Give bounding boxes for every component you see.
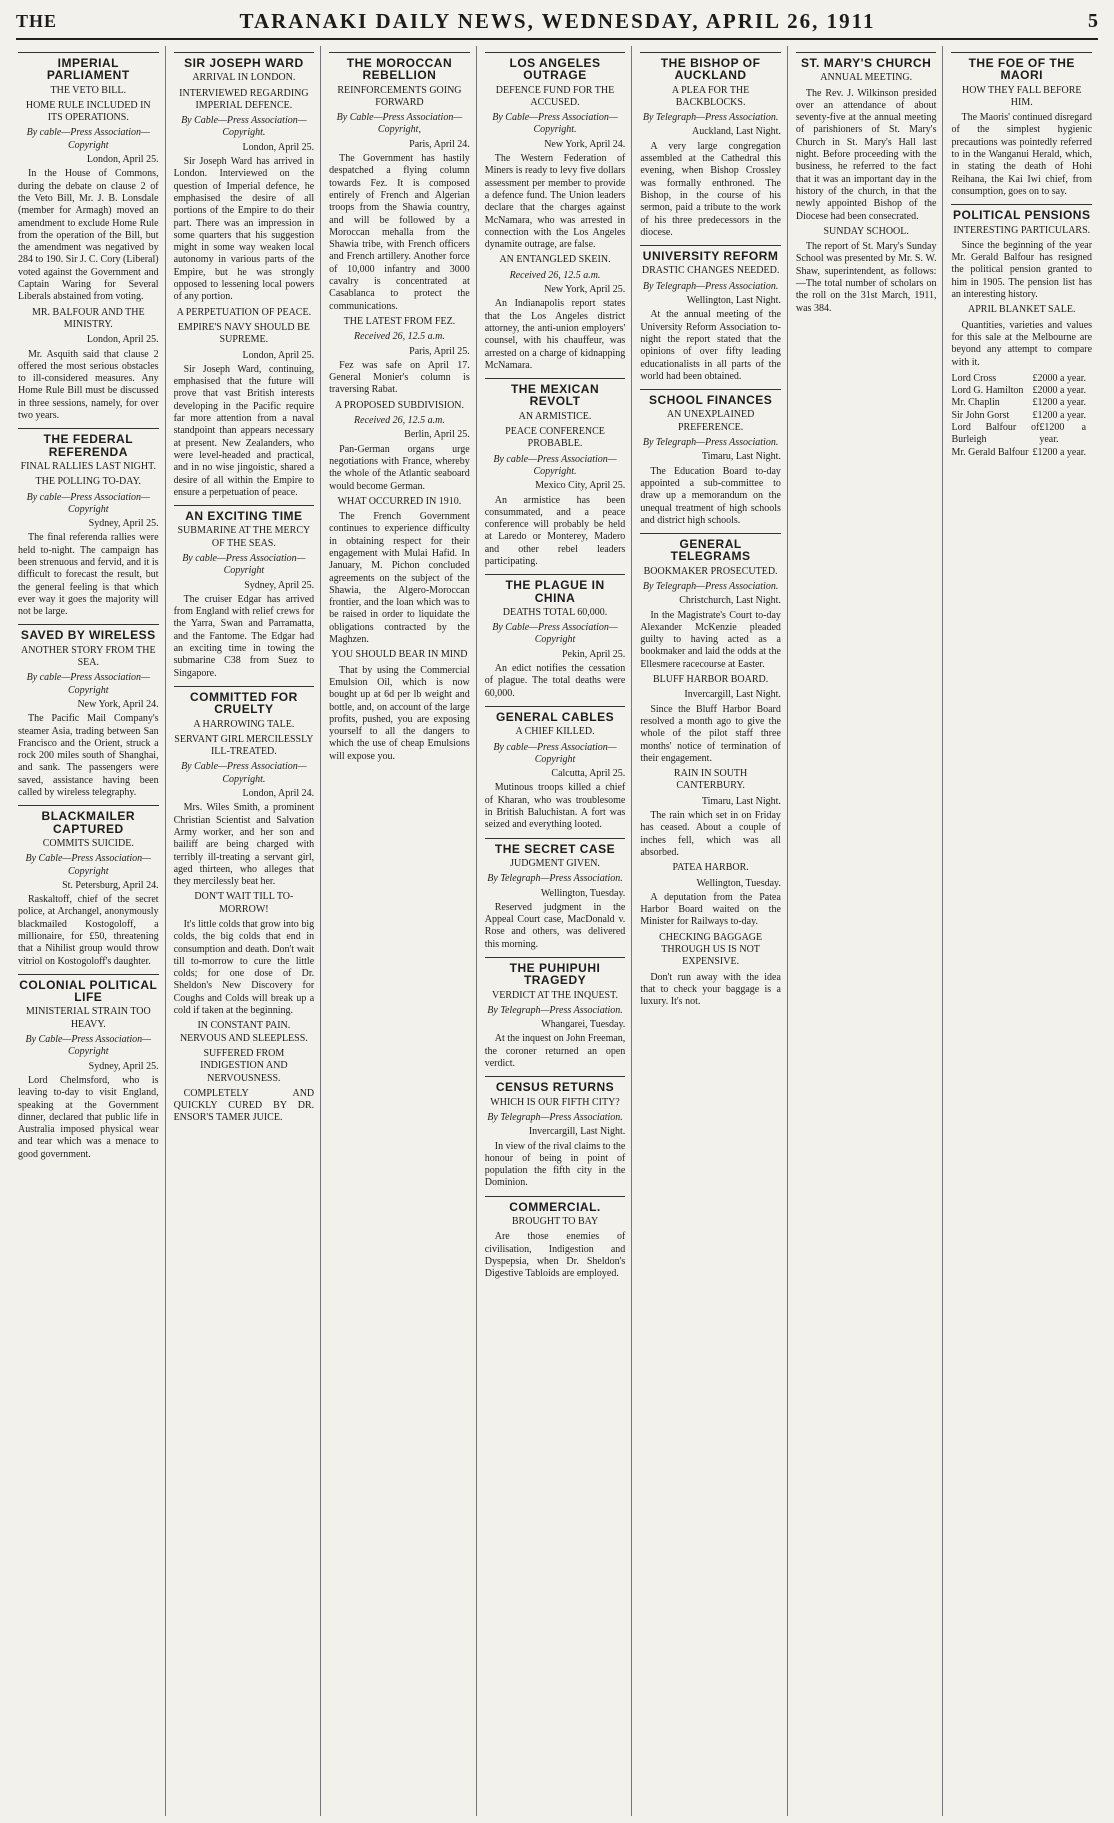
- article-credit: By cable—Press Association—Copyright.: [493, 453, 617, 477]
- article-headline: THE SECRET CASE: [494, 841, 616, 856]
- article: [951, 52, 1092, 198]
- article: [174, 307, 315, 499]
- article-body: The rain which set in on Friday has ceased. About a couple of inches fell, which was all absorbed.: [640, 810, 781, 858]
- article-headline: SIR JOSEPH WARD: [184, 56, 304, 70]
- article-body: The Pacific Mail Company's steamer Asia, trading between San Francisco and the Orient, struck a rock 200 miles south of Shanghai, and sank. The passengers were saved, assistance having been called by wireless telegraphy.: [18, 713, 159, 799]
- article-credit: Received 26, 12.5 a.m.: [509, 269, 601, 281]
- article-dateline: London, April 25.: [86, 334, 159, 346]
- article-dateline: Whangarei, Tuesday.: [541, 1019, 626, 1031]
- article-credit: By cable—Press Association—Copyright: [26, 127, 150, 151]
- article-headline: COMMITTED FOR CRUELTY: [189, 689, 298, 717]
- article-body: In the House of Commons, during the debate on clause 2 of the Veto Bill, Mr. J. B. Lonsdale (member for Armagh) moved an amendment to exclude Home Rule from the operation of the Bill, but the amendment was negatived by 284 to 190. Sir J. C. Cory (Liberal) voted against the Government and Captain Waring for Several Liberals abstained from voting.: [18, 168, 159, 303]
- article-subhead: AN ARMISTICE.: [518, 410, 592, 422]
- divider: [174, 505, 315, 506]
- article-subhead: BROUGHT TO BAY: [511, 1216, 599, 1228]
- article-subhead: SUNDAY SCHOOL.: [823, 225, 909, 237]
- article: [485, 1076, 626, 1189]
- column-1: [16, 46, 166, 1816]
- pension-amount: £1200 a year.: [1039, 422, 1087, 446]
- article-subhead: MINISTERIAL STRAIN TOO HEAVY.: [25, 1006, 151, 1030]
- divider: [174, 686, 315, 687]
- article-body: Quantities, varieties and values for this sale at the Melbourne are beyond any attempt to compare with it.: [951, 319, 1093, 368]
- article-body: Raskaltoff, chief of the secret police, at Archangel, anonymously blackmailed Kostogoloff, a millionaire, for £50, threatening that a Nihilist group would throw vitriol on Kostogoloff's daughter.: [18, 894, 159, 967]
- article: [485, 378, 626, 568]
- article-subhead: WHAT OCCURRED IN 1910.: [337, 495, 462, 507]
- divider: [18, 428, 159, 429]
- article-headline: GENERAL CABLES: [495, 709, 615, 724]
- article-headline: THE FEDERAL REFERENDA: [43, 432, 134, 459]
- article-dateline: New York, April 24.: [77, 698, 159, 710]
- pension-row: [951, 397, 1092, 409]
- column-2: [172, 46, 322, 1816]
- article: [796, 226, 937, 315]
- article-credit: By Cable—Press Association—Copyright.: [492, 112, 618, 136]
- article-headline: BLACKMAILER CAPTURED: [41, 809, 136, 836]
- article-dateline: Timaru, Last Night.: [701, 795, 781, 807]
- article-headline: POLITICAL PENSIONS: [953, 208, 1091, 223]
- article-subhead: YOU SHOULD BEAR IN MIND: [331, 649, 468, 661]
- article-dateline: Mexico City, April 25.: [535, 480, 626, 492]
- divider: [174, 52, 315, 53]
- article-body: The Western Federation of Miners is ready to levy five dollars assessment per member to provide a defence fund. The Union leaders declare that the charges against McNamara, who was arrested in connection with the Los Angeles dynamite outrage, are false.: [484, 153, 626, 251]
- article-dateline: Timaru, Last Night.: [701, 451, 781, 463]
- article-subhead: FINAL RALLIES LAST NIGHT.: [20, 460, 156, 472]
- article-credit: By Telegraph—Press Association.: [642, 280, 779, 292]
- article-headline: COLONIAL POLITICAL LIFE: [19, 977, 158, 1005]
- divider: [485, 838, 626, 839]
- article-subhead: RAIN IN SOUTH CANTERBURY.: [673, 768, 748, 792]
- article: [18, 307, 159, 423]
- article-subhead: HOW THEY FALL BEFORE HIM.: [961, 84, 1082, 108]
- article-subhead-2: SUFFERED FROM INDIGESTION AND NERVOUSNESS.: [200, 1047, 288, 1084]
- article-body: The Rev. J. Wilkinson presided over an attendance of about seventy-five at the annual meeting of parishioners of St. Mary's Church in St. Mary's Hall last night. Before proceeding with the business, he referred to the fact that it was an important day in the history of the church, in that the newly appointed Bishop of the Diocese had been consecrated.: [795, 87, 937, 222]
- article-subhead: ANNUAL MEETING.: [820, 72, 913, 84]
- article: [329, 496, 470, 647]
- divider: [485, 957, 626, 958]
- article-headline: LOS ANGELES OUTRAGE: [509, 56, 601, 83]
- article-headline: AN EXCITING TIME: [185, 509, 303, 524]
- article-headline: COMMERCIAL.: [509, 1199, 601, 1214]
- divider: [18, 805, 159, 806]
- article: [18, 624, 159, 799]
- article-dateline: Pekin, April 25.: [561, 648, 626, 660]
- divider: [640, 389, 781, 390]
- article-body: Since the Bluff Harbor Board resolved a month ago to give the whole of the pilot staff three months' notice of termination of their engagement.: [640, 703, 781, 764]
- article-subhead: DRASTIC CHANGES NEEDED.: [641, 265, 780, 277]
- article-dateline: Sydney, April 25.: [244, 579, 315, 591]
- article-body: Are those enemies of civilisation, Indigestion and Dyspepsia, when Dr. Sheldon's Digestive Tabloids are employed.: [484, 1231, 626, 1280]
- article-credit: By Cable—Press Association—Copyright,: [336, 112, 463, 136]
- article-subhead: THE VETO BILL.: [50, 84, 127, 96]
- article: [18, 52, 159, 304]
- article-subhead: REINFORCEMENTS GOING FORWARD: [337, 84, 462, 108]
- divider: [485, 1076, 626, 1077]
- article: [485, 957, 626, 1070]
- article-credit: By cable—Press Association—Copyright: [26, 491, 150, 515]
- article-body: Sir Joseph Ward has arrived in London. Interviewed on the question of Imperial defence, he emphasised the desire of all portions of the Empire to do their part. There was an impression in some quarters that his suggestion might in some way weaken local autonomy in various parts of the Empire, but he was strongly opposed to lessening local powers of any portion.: [173, 156, 315, 303]
- article-body: An armistice has been consummated, and a peace conference will probably be held at Laredo or Monterey, Madero and other rebel leaders participating.: [484, 494, 626, 567]
- article-headline: SCHOOL FINANCES: [648, 393, 773, 408]
- article: [174, 891, 315, 1017]
- article-body: The French Government continues to experience difficulty in obtaining respect for their engagement with Mulai Hafid. In January, M. Pichon concluded agreements on the subject of the Shawia, the Algero-Moroccan frontier, and the loan which was to be raised in order to liquidate the obligations contracted by the Maghzen.: [329, 511, 470, 646]
- article-subhead: A CHIEF KILLED.: [515, 726, 595, 738]
- article-body: Fez was safe on April 17. General Monier's column is traversing Rabat.: [329, 359, 470, 396]
- pensions-list: [951, 373, 1092, 459]
- pension-name: Lord Cross: [951, 372, 997, 384]
- article-dateline: Paris, April 24.: [409, 138, 470, 150]
- article-body: In view of the rival claims to the honour of being in point of population the fifth city in the Dominion.: [484, 1140, 626, 1189]
- divider: [640, 533, 781, 534]
- article-body: Reserved judgment in the Appeal Court case, MacDonald v. Rose and others, was delivered this morning.: [484, 901, 626, 950]
- article: [485, 254, 626, 372]
- masthead-title: TARANAKI DAILY NEWS, WEDNESDAY, APRIL 26, 1911: [239, 8, 876, 33]
- divider: [640, 245, 781, 246]
- article-body: That by using the Commercial Emulsion Oil, which is now bought up at 6d per lb weight and bottle, and, on account of the large profits, pushed, you are exposing yourself to all the dangers to which the use of cheap Emulsions will expose you.: [329, 664, 470, 762]
- article-credit: Received 26, 12.5 a.m.: [354, 415, 445, 427]
- column-7: [949, 46, 1098, 1816]
- divider: [485, 574, 626, 575]
- article-credit: By Cable—Press Association—Copyright: [25, 853, 152, 877]
- article-dateline: New York, April 25.: [544, 284, 626, 296]
- pension-amount: £1200 a year.: [1032, 409, 1087, 421]
- divider: [796, 52, 937, 53]
- article-subhead-2: THE POLLING TO-DAY.: [35, 476, 142, 488]
- article-body: Pan-German organs urge negotiations with France, whereby the whole of the Atlantic seaboard would become German.: [329, 443, 470, 492]
- article-body: The Maoris' continued disregard of the simplest hygienic precautions was pointedly referred to in the Wanganui Herald, which, in stating the death of Hohi Reihana, the Kai Iwi chief, from consumption, goes on to say.: [951, 112, 1093, 197]
- article: [640, 52, 781, 239]
- article-subhead: DEATHS TOTAL 60,000.: [502, 606, 608, 618]
- article: [329, 316, 470, 397]
- article-dateline: London, April 25.: [242, 349, 315, 361]
- article-dateline: London, April 25.: [86, 154, 159, 166]
- column-5: [638, 46, 788, 1816]
- article: [640, 389, 781, 527]
- article: [329, 400, 470, 493]
- article: [174, 52, 315, 304]
- divider: [485, 706, 626, 707]
- article-subhead-2: SERVANT GIRL MERCILESSLY ILL-TREATED.: [174, 733, 314, 758]
- article-body: Sir Joseph Ward, continuing, emphasised that the future will prove that vast British interests developing in the Pacific require far more attention from a naval standpoint than appears necessary at present. New Zealanders, who were level-headed and practical, and in no wise jingoistic, shared a desire of all within the Empire to ensure a perpetuation of peace.: [173, 363, 315, 498]
- article-dateline: Sydney, April 25.: [88, 518, 159, 530]
- masthead-prefix: THE: [16, 10, 58, 31]
- divider: [329, 52, 470, 53]
- article: [951, 304, 1092, 368]
- article-subhead: IN CONSTANT PAIN. NERVOUS AND SLEEPLESS.: [179, 1020, 308, 1044]
- article-subhead: APRIL BLANKET SALE.: [968, 304, 1076, 316]
- article-subhead: WHICH IS OUR FIFTH CITY?: [490, 1096, 620, 1108]
- article-dateline: Invercargill, Last Night.: [684, 689, 781, 701]
- article-dateline: Invercargill, Last Night.: [528, 1126, 626, 1138]
- article-dateline: Wellington, Last Night.: [686, 295, 781, 307]
- article-headline: GENERAL TELEGRAMS: [670, 537, 751, 564]
- article-headline: ST. MARY'S CHURCH: [801, 56, 932, 70]
- article-body: At the annual meeting of the University Reform Association to-night the report stated that the opinions of over fifty leading educationalists in all parts of the world had been obtained.: [640, 309, 781, 382]
- article: [18, 805, 159, 968]
- pension-name: Lord Balfour of Burleigh: [951, 422, 1040, 446]
- article-headline: THE PLAGUE IN CHINA: [505, 578, 605, 605]
- article-credit: By Cable—Press Association—Copyright: [25, 1034, 152, 1058]
- article-dateline: Paris, April 25.: [409, 345, 470, 357]
- article-body: Mr. Asquith said that clause 2 offered the most serious obstacles to ill-considered measures. Any Home Rule Bill must be discussed in three sessions, namely, for over two years.: [18, 348, 159, 422]
- article-body: It's little colds that grow into big colds, the big colds that end in consumption and death. Don't wait till to-morrow to cure the little colds; for one dose of Dr. Sheldon's New Discovery for Coughs and Colds will break up a cold if taken at the beginning.: [173, 919, 315, 1017]
- article: [640, 533, 781, 671]
- page-number: 5: [1088, 9, 1098, 32]
- article-dateline: St. Petersburg, April 24.: [62, 879, 159, 891]
- article: [174, 1020, 315, 1124]
- article-dateline: London, April 25.: [242, 141, 315, 153]
- article-dateline: London, April 24.: [242, 788, 315, 800]
- article-credit: By Telegraph—Press Association.: [642, 437, 779, 449]
- column-4: [483, 46, 633, 1816]
- article-subhead: DEFENCE FUND FOR THE ACCUSED.: [495, 84, 615, 108]
- article-body: COMPLETELY AND QUICKLY CURED BY DR. ENSOR'S TAMER JUICE.: [173, 1087, 315, 1124]
- article: [640, 674, 781, 765]
- article-subhead: BOOKMAKER PROSECUTED.: [643, 565, 778, 577]
- divider: [485, 1196, 626, 1197]
- article-headline: THE MOROCCAN REBELLION: [346, 56, 453, 83]
- article-headline: THE BISHOP OF AUCKLAND: [660, 56, 761, 83]
- article-body: An edict notifies the cessation of plague. The total deaths were 60,000.: [484, 663, 626, 699]
- pension-row: [951, 422, 1092, 447]
- article-subhead: CHECKING BAGGAGE THROUGH US IS NOT EXPENSIVE.: [659, 931, 763, 968]
- article-subhead-2: INTERVIEWED REGARDING IMPERIAL DEFENCE.: [179, 87, 309, 111]
- divider: [18, 52, 159, 53]
- article-subhead: INTERESTING PARTICULARS.: [953, 224, 1091, 236]
- article-subhead: THE LATEST FROM FEZ.: [343, 315, 456, 327]
- pension-name: Lord G. Hamilton: [951, 385, 1024, 397]
- article-credit: By Telegraph—Press Association.: [642, 580, 779, 592]
- article-credit: By Telegraph—Press Association.: [487, 873, 623, 885]
- article-subhead: ARRIVAL IN LONDON.: [192, 72, 296, 84]
- divider: [640, 52, 781, 53]
- article-body: Mrs. Wiles Smith, a prominent Christian Scientist and Salvation Army worker, and her son and bailiff are being charged with terribly ill-treating a servant girl, aged thirteen, who alleges that they mercilessly beat her.: [173, 802, 315, 888]
- article-subhead: DON'T WAIT TILL TO-MORROW!: [194, 891, 294, 915]
- pension-row: [951, 447, 1092, 459]
- article: [329, 52, 470, 313]
- pension-row: [951, 410, 1092, 422]
- article-subhead: SUBMARINE AT THE MERCY OF THE SEAS.: [177, 525, 311, 549]
- article-dateline: Berlin, April 25.: [404, 429, 470, 441]
- article-subhead: ANOTHER STORY FROM THE SEA.: [21, 644, 156, 669]
- article-subhead: COMMITS SUICIDE.: [42, 837, 134, 849]
- article-subhead: JUDGMENT GIVEN.: [510, 857, 600, 869]
- article-body: The cruiser Edgar has arrived from England with relief crews for the Yarra, Swan and Parramatta, and the Fantome. The Edgar had an exciting time in towing the submarine C38 from Suez to Singapore.: [173, 593, 315, 679]
- pension-name: Mr. Chaplin: [951, 397, 1000, 409]
- article: [640, 768, 781, 859]
- divider: [951, 52, 1092, 53]
- article-body: The Education Board to-day appointed a sub-committee to draw up a memorandum on the unequal treatment of high schools and district high schools.: [640, 465, 781, 526]
- article: [174, 505, 315, 680]
- article: [951, 204, 1092, 301]
- article: [640, 862, 781, 928]
- column-3: [327, 46, 477, 1816]
- pension-row: [951, 373, 1092, 385]
- article-credit: By Cable—Press Association—Copyright: [492, 622, 618, 646]
- article-subhead: A PLEA FOR THE BACKBLOCKS.: [671, 84, 750, 108]
- divider: [485, 378, 626, 379]
- article: [485, 838, 626, 951]
- article-subhead-2: PEACE CONFERENCE PROBABLE.: [505, 426, 605, 450]
- article-credit: By Telegraph—Press Association.: [642, 112, 779, 124]
- article: [640, 932, 781, 1009]
- article-credit: Received 26, 12.5 a.m.: [354, 331, 445, 343]
- article-body: The Government has hastily despatched a flying column towards Fez. It is composed entirely of French and Algerian troops from the Shawia country, and will be followed by a Moroccan mehalla from the Shawia tribe, with French officers and French artillery. Another force of 10,000 infantry and 3000 cavalry is concentrated at Casablanca to protect the communications.: [329, 153, 470, 312]
- article-headline: UNIVERSITY REFORM: [642, 249, 779, 264]
- article-subhead: PATEA HARBOR.: [672, 862, 749, 874]
- article-subhead: VERDICT AT THE INQUEST.: [492, 989, 618, 1001]
- article: [796, 52, 937, 223]
- article-body: A very large congregation assembled at the Cathedral this evening, when Bishop Crossley was formally enthroned. The Bishop, in the course of his sermon, paid a tribute to the work of his three predecessors in the diocese.: [640, 140, 781, 238]
- pension-amount: £2000 a year.: [1032, 372, 1087, 384]
- article-subhead: AN ENTANGLED SKEIN.: [499, 254, 611, 266]
- article-headline: THE PUHIPUHI TRAGEDY: [509, 961, 601, 988]
- article-credit: By Telegraph—Press Association.: [487, 1111, 623, 1123]
- article-dateline: Sydney, April 25.: [88, 1060, 159, 1072]
- article-headline: THE MEXICAN REVOLT: [510, 382, 600, 409]
- article-dateline: Calcutta, April 25.: [551, 768, 626, 780]
- article: [485, 574, 626, 700]
- divider: [485, 52, 626, 53]
- masthead: [16, 0, 1098, 40]
- article: [485, 1196, 626, 1281]
- article-subhead: MR. BALFOUR AND THE MINISTRY.: [31, 306, 145, 330]
- article-credit: By Cable—Press Association—Copyright.: [181, 115, 307, 139]
- article-credit: By Telegraph—Press Association.: [487, 1004, 623, 1016]
- column-6: [794, 46, 944, 1816]
- article-body: Lord Chelmsford, who is leaving to-day to visit England, speaking at the Government dinner, declared that public life in Australia imposed physical wear and tear which was a menace to good government.: [18, 1074, 159, 1160]
- article-body: Since the beginning of the year Mr. Gerald Balfour has resigned the political pension granted to him in 1905. The pension list has an interesting history.: [951, 239, 1093, 301]
- article-subhead: A PROPOSED SUBDIVISION.: [334, 399, 465, 411]
- article-credit: By cable—Press Association—Copyright: [493, 741, 617, 765]
- columns: [16, 46, 1098, 1816]
- article-headline: THE FOE OF THE MAORI: [968, 56, 1075, 83]
- pension-amount: £1200 a year.: [1032, 397, 1087, 409]
- article-subhead: A HARROWING TALE.: [193, 718, 295, 730]
- article: [174, 686, 315, 888]
- article-headline: IMPERIAL PARLIAMENT: [46, 56, 130, 83]
- article-body: A deputation from the Patea Harbor Board waited on the Minister for Railways to-day.: [640, 891, 781, 928]
- article-body: At the inquest on John Freeman, the coroner returned an open verdict.: [484, 1033, 626, 1070]
- article-body: An Indianapolis report states that the Los Angeles district attorney, the anti-union employers' counsel, with his chauffeur, was arrested on a charge of kidnapping McNamara.: [484, 298, 626, 371]
- divider: [951, 204, 1092, 205]
- pension-row: [951, 385, 1092, 397]
- article: [18, 428, 159, 618]
- article-dateline: New York, April 24.: [544, 138, 626, 150]
- article: [640, 245, 781, 383]
- article-subhead-2: EMPIRE'S NAVY SHOULD BE SUPREME.: [177, 321, 310, 346]
- article-subhead: BLUFF HARBOR BOARD.: [652, 674, 769, 686]
- article-credit: By Cable—Press Association—Copyright.: [181, 761, 307, 785]
- article-body: The report of St. Mary's Sunday School was presented by Mr. S. W. Shaw, superintendent, as follows:—The total number of scholars on the roll on the 31st March, 1911, was 384.: [795, 241, 937, 314]
- article-headline: SAVED BY WIRELESS: [20, 628, 156, 643]
- article-body: Don't run away with the idea that to check your baggage is a luxury. It's not.: [640, 971, 781, 1008]
- article-body: In the Magistrate's Court to-day Alexander McKenzie pleaded guilty to having acted as a bookmaker and laid the odds at the Ellesmere racecourse at Easter.: [640, 609, 781, 670]
- article-dateline: Wellington, Tuesday.: [540, 887, 626, 899]
- article-headline: CENSUS RETURNS: [495, 1080, 615, 1095]
- article-credit: By cable—Press Association—Copyright: [26, 672, 150, 696]
- divider: [18, 624, 159, 625]
- article: [329, 649, 470, 763]
- article-subhead: A PERPETUATION OF PEACE.: [176, 306, 312, 318]
- article-dateline: Auckland, Last Night.: [692, 126, 781, 138]
- pension-amount: £1200 a year.: [1032, 446, 1087, 458]
- pension-name: Mr. Gerald Balfour: [951, 446, 1029, 458]
- divider: [18, 974, 159, 975]
- article: [18, 974, 159, 1161]
- article-credit: By cable—Press Association—Copyright: [182, 552, 306, 577]
- article-subhead-2: HOME RULE INCLUDED IN ITS OPERATIONS.: [25, 99, 151, 124]
- pension-name: Sir John Gorst: [951, 409, 1010, 421]
- article: [485, 52, 626, 251]
- article: [485, 706, 626, 832]
- article-body: The final referenda rallies were held to-night. The campaign has been strenuous and fervid, and it is difficult to forecast the result, but the general feeling is that which ever way it goes the majority will not be large.: [18, 532, 159, 618]
- article-dateline: Wellington, Tuesday.: [696, 877, 781, 889]
- article-dateline: Christchurch, Last Night.: [679, 595, 781, 607]
- article-subhead: AN UNEXPLAINED PREFERENCE.: [666, 409, 755, 433]
- article-body: Mutinous troops killed a chief of Kharan, who was troublesome in British Baluchistan. A fort was seized and everything looted.: [484, 782, 626, 831]
- pension-amount: £2000 a year.: [1032, 385, 1087, 397]
